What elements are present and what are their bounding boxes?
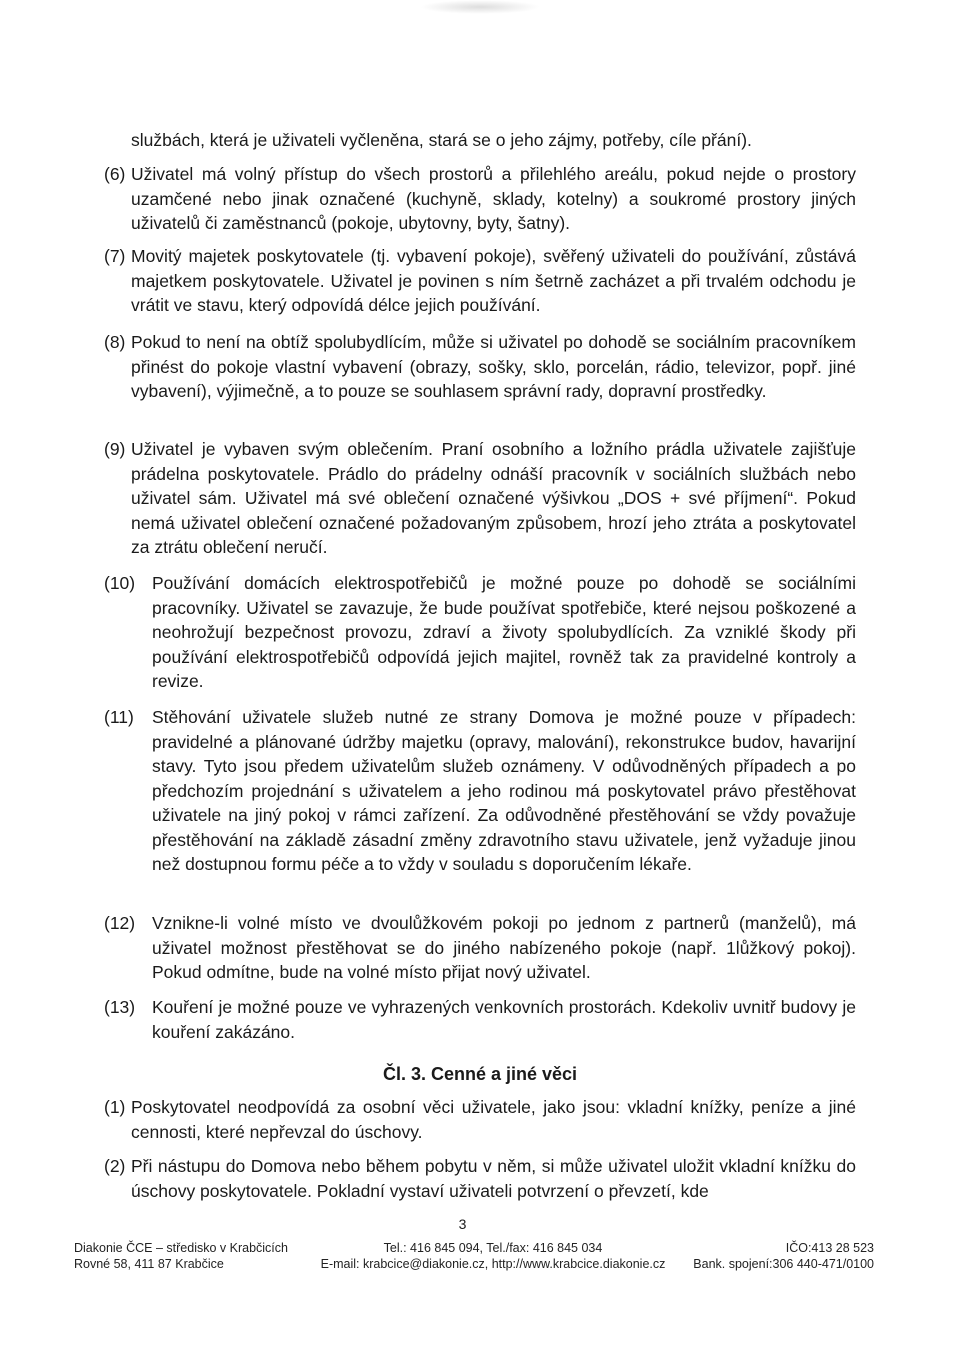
footer-bank: Bank. spojení:306 440-471/0100 <box>693 1257 874 1271</box>
paragraph-text: Stěhování uživatele služeb nutné ze strany Domova je možné pouze v případech: pravidelné a plánované údržby majetku (opravy, malování), rekonstrukce budov, havarijní stavy. Tyto jsou předem uživatelům služeb oznámeny. V odůvodněných případech a po předchozím projednání s uživatelem a jeho rodinou má poskytovatel právo přestěhovat uživatele na jiný pokoj v rámci zařízení. Za odůvodněné přestěhování se vždy považuje přestěhování na základě zásadní změny zdravotního stavu uživatele, jenž vyžaduje jinou než dostupnou formu péče a to vždy v souladu s doporučením lékaře. <box>152 707 856 874</box>
paragraph-11 <box>104 705 856 877</box>
paragraph-number: (6) <box>104 164 126 184</box>
paragraph-6 <box>104 162 856 236</box>
paragraph-12 <box>104 911 856 985</box>
paragraph-number: (13) <box>104 997 136 1017</box>
paragraph-number: (11) <box>104 707 134 727</box>
paragraph-9 <box>104 437 856 560</box>
paragraph-number: (10) <box>104 573 136 593</box>
footer-address <box>74 1240 288 1272</box>
continued-text: službách, která je uživateli vyčleněna, stará se o jeho zájmy, potřeby, cíle přání). <box>131 130 752 150</box>
paragraph-text: Vznikne-li volné místo ve dvoulůžkovém pokoji po jednom z partnerů (manželů), má uživatel možnost přestěhovat se do jiného nabízeného pokoje (např. 1lůžkový pokoj). Pokud odmítne, bude na volné místo přijat nový uživatel. <box>152 913 856 982</box>
section-paragraph-1 <box>104 1095 856 1144</box>
section-paragraph-2 <box>104 1154 856 1203</box>
footer-street: Rovné 58, 411 87 Krabčice <box>74 1257 224 1271</box>
paragraph-13 <box>104 995 856 1044</box>
paragraph-number: (7) <box>104 246 126 266</box>
paragraph-text: Uživatel je vybaven svým oblečením. Praní osobního a ložního prádla uživatele zajišťuje prádelna poskytovatele. Prádlo do prádelny odnáší pracovník v sociálních službách nebo uživatel sám. Uživatel má své oblečení označené výšivkou „DOS + své příjmení“. Pokud nemá uživatel oblečení označené požadovaným způsobem, hrozí jeho ztráta a poskytovatel za ztrátu oblečení neručí. <box>131 439 856 557</box>
paragraph-text: Poskytovatel neodpovídá za osobní věci uživatele, jako jsou: vkladní knížky, peníze a jiné cennosti, které nepřevzal do úschovy. <box>131 1097 856 1142</box>
paragraph-7 <box>104 244 856 318</box>
footer-registration <box>690 1240 874 1272</box>
paragraph-number: (12) <box>104 913 136 933</box>
scan-artifact <box>420 0 540 14</box>
paragraph-text: Při nástupu do Domova nebo během pobytu v něm, si může uživatel uložit vkladní knížku do úschovy poskytovatele. Pokladní vystaví uživateli potvrzení o převzetí, kde <box>131 1156 856 1201</box>
footer-ico: IČO:413 28 523 <box>785 1241 874 1255</box>
footer-email-web: E-mail: krabcice@diakonie.cz, http://www.krabcice.diakonie.cz <box>320 1257 666 1271</box>
paragraph-text: Movitý majetek poskytovatele (tj. vybavení pokoje), svěřený uživateli do používání, zůstává majetkem poskytovatele. Uživatel je povinen s ním šetrně zacházet a při trvalém odchodu je vrátit ve stavu, který odpovídá délce jejich používání. <box>131 246 856 315</box>
footer-organization: Diakonie ČCE – středisko v Krabčicích <box>74 1241 288 1255</box>
page-number: 3 <box>458 1216 467 1232</box>
paragraph-text: Kouření je možné pouze ve vyhrazených venkovních prostorách. Kdekoliv uvnitř budovy je kouření zakázáno. <box>152 997 856 1042</box>
paragraph-text: Uživatel má volný přístup do všech prostorů a přilehlého areálu, pokud nejde o prostory uzamčené nebo jinak označené (kuchyně, sklady, kotelny) a soukromé prostory jiných uživatelů či zaměstnanců (pokoje, ubytovny, byty, šatny). <box>131 164 856 233</box>
paragraph-8 <box>104 330 856 404</box>
paragraph-number: (2) <box>104 1156 126 1176</box>
section-heading: Čl. 3. Cenné a jiné věci <box>382 1064 578 1084</box>
paragraph-number: (8) <box>104 332 126 352</box>
paragraph-text: Používání domácích elektrospotřebičů je možné pouze po dohodě se sociálními pracovníky. Uživatel se zavazuje, že bude používat spotřebiče, které nejsou poškozené a neohrožují bezpečnost provozu, zdraví a životy spolubydlících. Za vzniklé škody při používání elektrospotřebičů odpovídá jejich majitel, rovněž tak za pravidelné kontroly a revize. <box>152 573 856 691</box>
footer-contact <box>320 1240 666 1272</box>
paragraph-10 <box>104 571 856 694</box>
paragraph-number: (9) <box>104 439 126 459</box>
paragraph-text: Pokud to není na obtíž spolubydlícím, může si uživatel po dohodě se sociálním pracovníkem přinést do pokoje vlastní vybavení (obrazy, sošky, sklo, porcelán, rádio, televizor, popř. jiné vybavení), výjimečně, a to pouze se souhlasem správní rady, dopravní prostředky. <box>131 332 856 401</box>
paragraph-number: (1) <box>104 1097 126 1117</box>
footer-phone: Tel.: 416 845 094, Tel./fax: 416 845 034 <box>383 1241 603 1255</box>
